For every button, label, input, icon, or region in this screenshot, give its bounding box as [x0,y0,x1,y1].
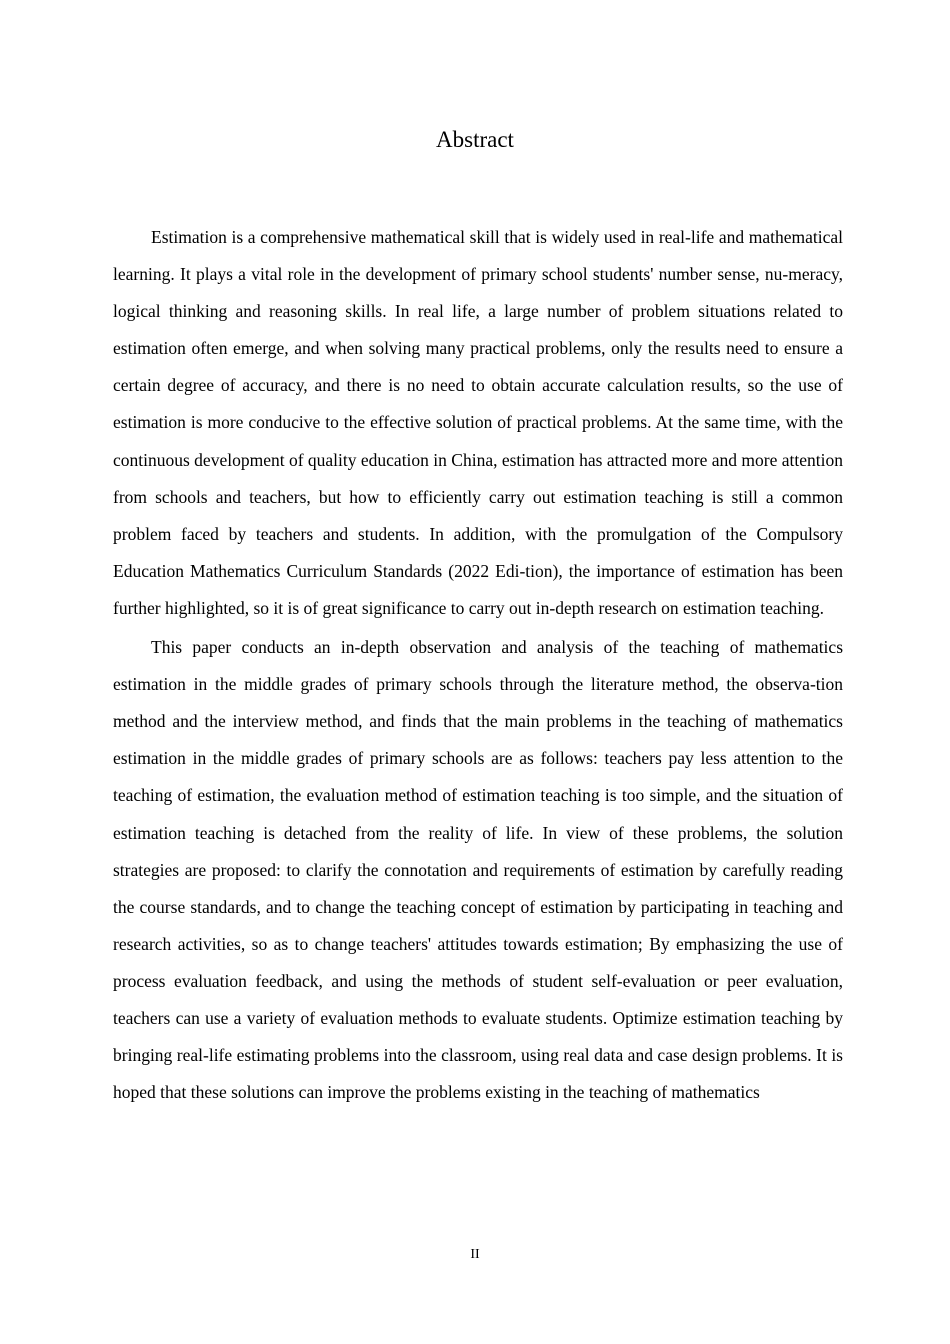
paragraph-2: This paper conducts an in-depth observation and analysis of the teaching of mathematics estimation in the middle grades of primary schools through the literature method, the observa-tion method and the interview method, and finds that the main problems in the teaching of mathematics estimation in the middle grades of primary schools are as follows: teachers pay less attention to the teaching of estimation, the evaluation method of estimation teaching is too simple, and the situation of estimation teaching is detached from the reality of life. In view of these problems, the solution strategies are proposed: to clarify the connotation and requirements of estimation by carefully reading the course standards, and to change the teaching concept of estimation by participating in teaching and research activities, so as to change teachers' attitudes towards estimation; By emphasizing the use of process evaluation feedback, and using the methods of student self-evaluation or peer evaluation, teachers can use a variety of evaluation methods to evaluate students. Optimize estimation teaching by bringing real-life estimating problems into the classroom, using real data and case design problems. It is hoped that these solutions can improve the problems existing in the teaching of mathematics [113,637,843,1103]
paragraph-1: Estimation is a comprehensive mathematical skill that is widely used in real-life and mathematical learning. It plays a vital role in the development of primary school students' number sense, nu-meracy, logical thinking and reasoning skills. In real life, a large number of problem situations related to estimation often emerge, and when solving many practical problems, only the results need to ensure a certain degree of accuracy, and there is no need to obtain accurate calculation results, so the use of estimation is more conducive to the effective solution of practical problems. At the same time, with the continuous development of quality education in China, estimation has attracted more and more attention from schools and teachers, but how to efficiently carry out estimation teaching is still a common problem faced by teachers and students. In addition, with the promulgation of the Compulsory Education Mathematics Curriculum Standards (2022 Edi-tion), the importance of estimation has been further highlighted, so it is of great significance to carry out in-depth research on estimation teaching. [113,227,843,618]
page-number: II [470,1247,480,1262]
abstract-body [113,219,843,1111]
page-title: Abstract [436,127,514,152]
